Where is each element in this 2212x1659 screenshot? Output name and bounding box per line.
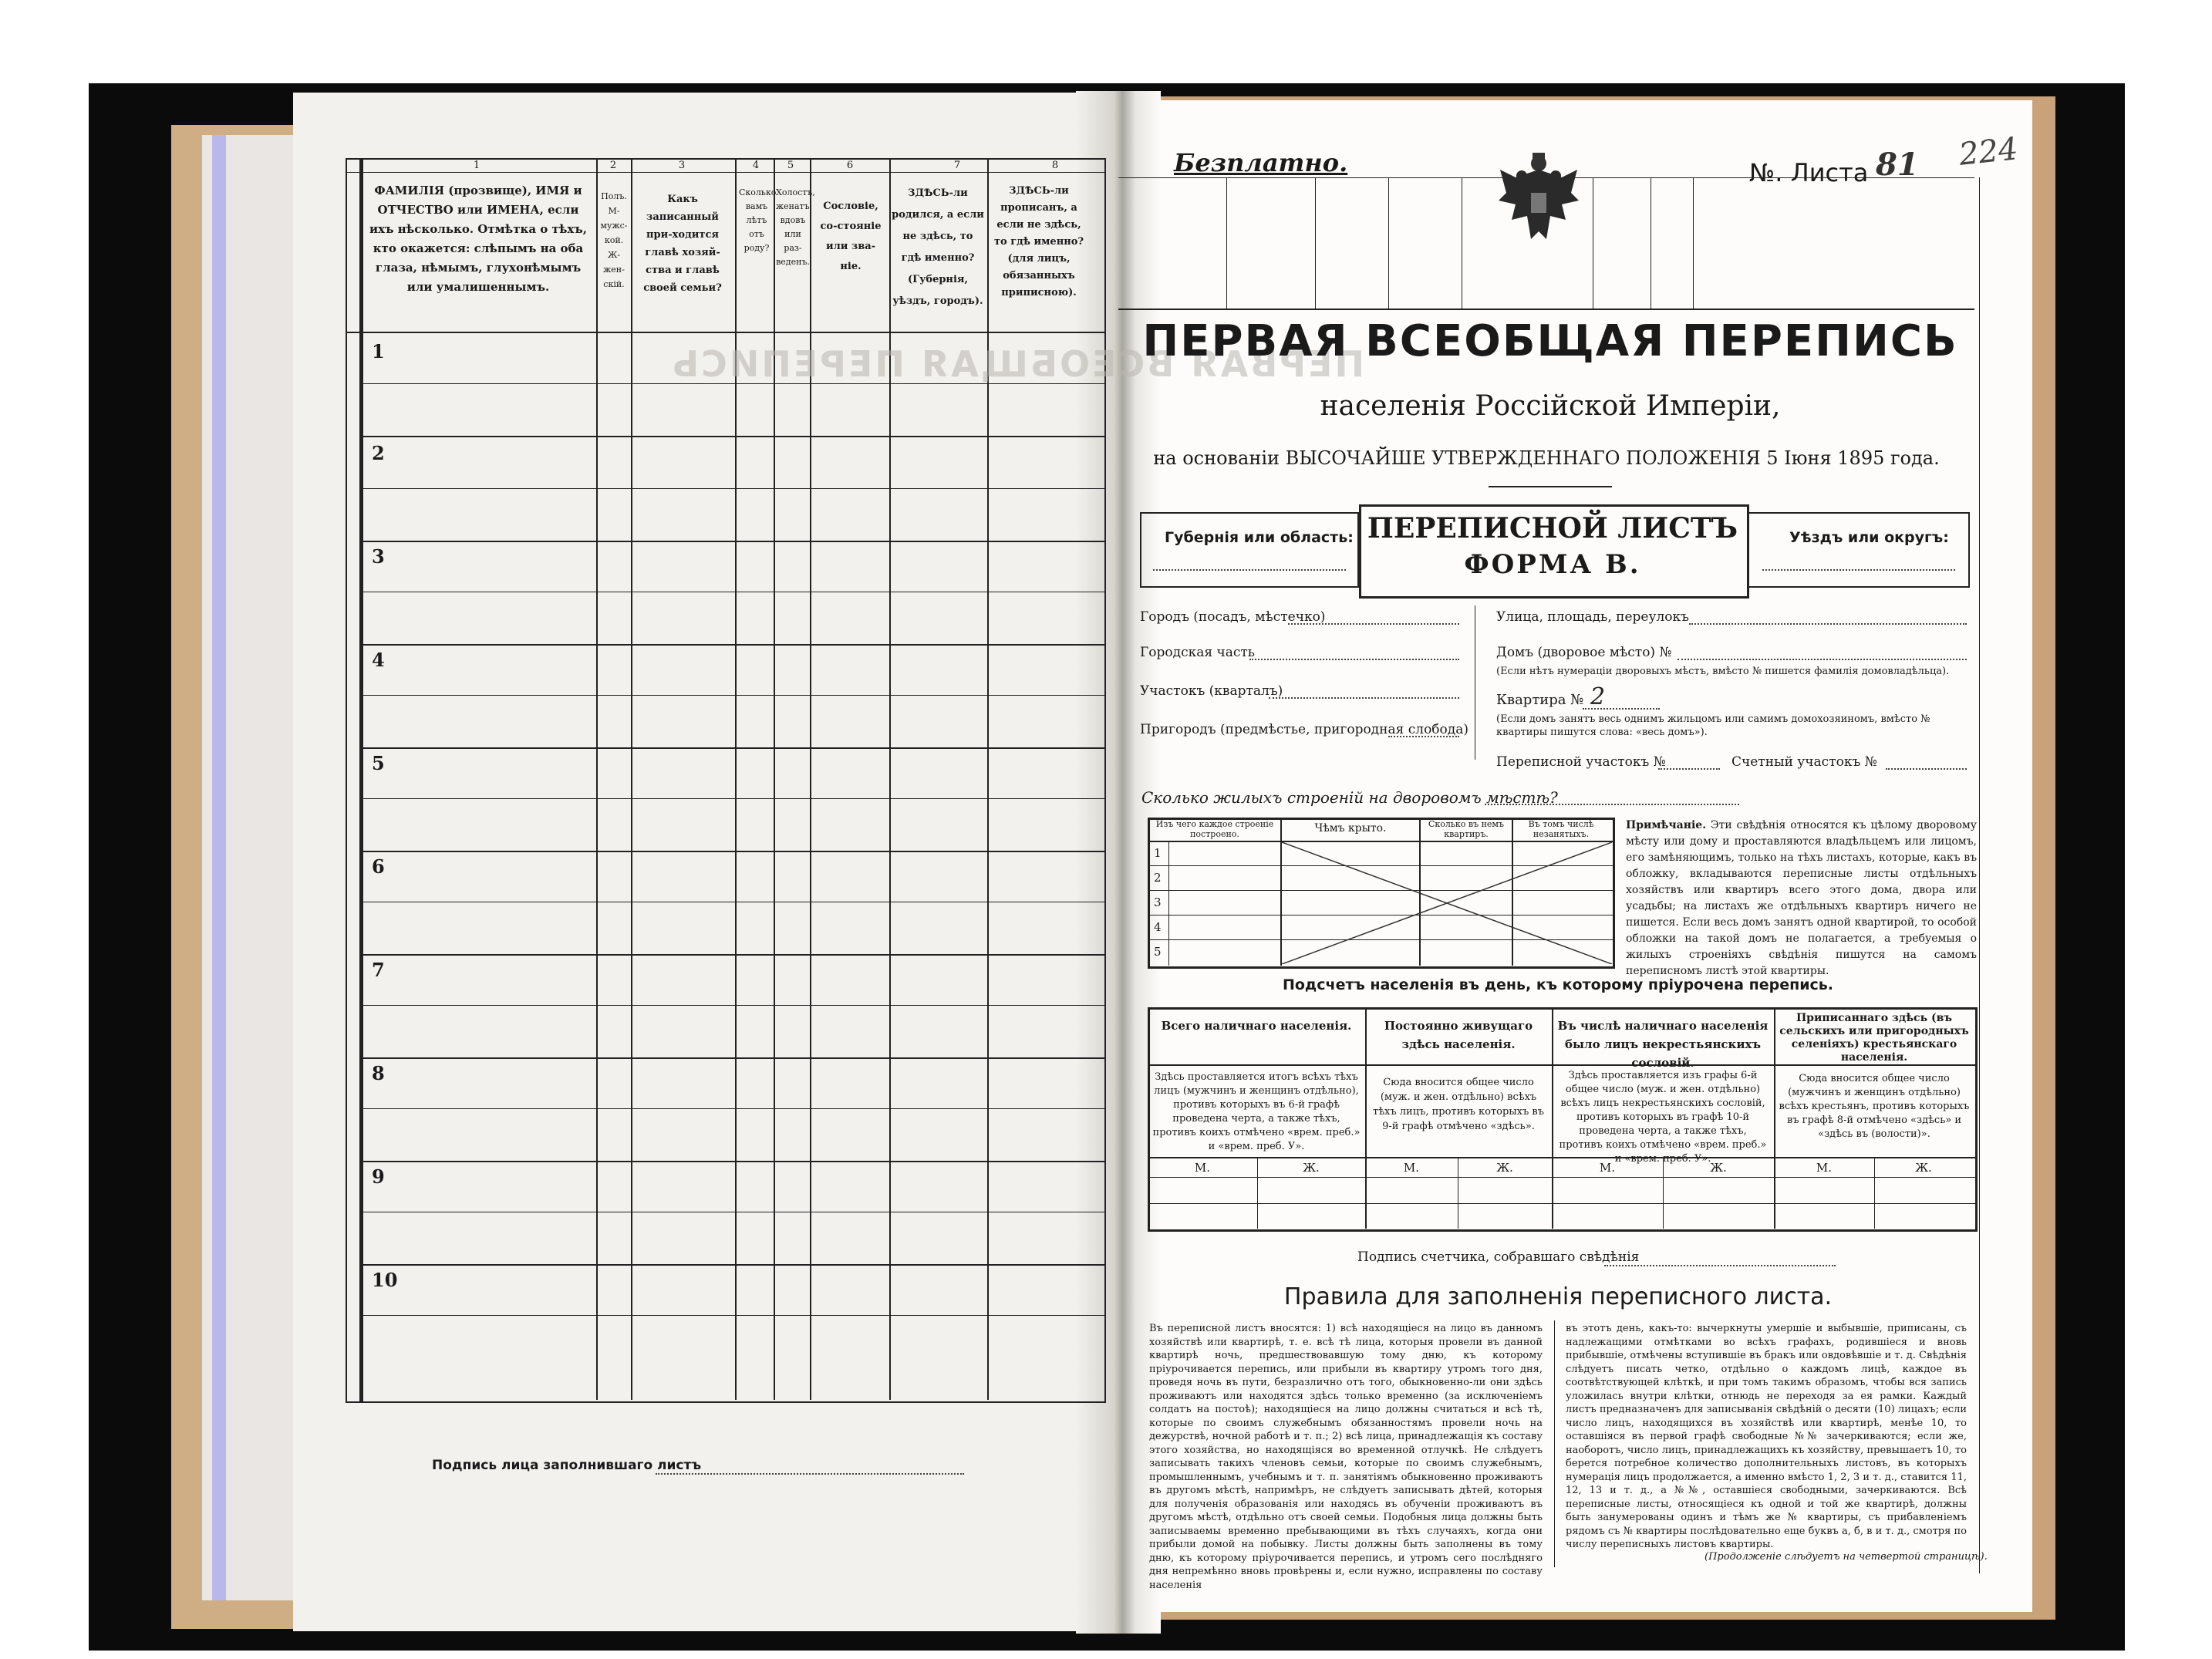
count-note-peasant: Сюда вносится общее число (мужчинъ и женщинъ отдѣльно) всѣхъ крестьянъ, противъ которыхъ въ графѣ 8-й отмѣчено «здѣсь» и «здѣсь въ (волости)». — [1779, 1073, 1970, 1140]
buildings-question: Сколько жилыхъ строеній на дворовомъ мѣстѣ? — [1141, 788, 1558, 807]
count-m-label: М. — [1194, 1161, 1211, 1175]
top-strip-rule-v — [1388, 177, 1389, 309]
gubernia-box — [1140, 512, 1359, 588]
city-field-line — [1288, 623, 1459, 625]
row-rule — [359, 541, 1104, 542]
buildings-table-cross-out — [1282, 842, 1612, 964]
house-field-note: (Если нѣтъ нумераціи дворовыхъ мѣстъ, вмѣсто № пишется фамилія домовладѣльца). — [1496, 666, 1950, 677]
city-part-field-label: Городская часть — [1140, 645, 1256, 660]
right-page-frame-rule — [1979, 177, 1980, 1573]
sheet-number-value: 81 — [1876, 147, 1919, 183]
row-rule — [359, 436, 1104, 437]
district-field-label: Участокъ (кварталъ) — [1140, 683, 1283, 699]
apartment-field-label: Квартира № — [1496, 692, 1584, 708]
rules-title: Правила для заполненія переписного листа. — [1283, 1283, 1833, 1310]
buildings-header-vacant: Въ томъ числѣ незанятыхъ. — [1528, 819, 1594, 839]
counter-signature-line — [1604, 1265, 1836, 1266]
counter-signature-label: Подпись счетчика, собравшаго свѣдѣнія — [1357, 1249, 1640, 1265]
column-number-rule — [346, 172, 1104, 173]
count-table-mf-bottom-rule — [1148, 1177, 1976, 1178]
house-field-label: Домъ (дворовое мѣсто) № — [1496, 645, 1672, 660]
count-table-col-rule — [1774, 1007, 1775, 1229]
suburb-field-line — [1388, 736, 1459, 737]
col-number-4: 4 — [752, 160, 760, 171]
uezd-line — [1762, 569, 1955, 571]
row-sub-rule — [359, 1315, 1104, 1316]
header-bottom-rule — [346, 332, 1104, 333]
col-number-1: 1 — [473, 160, 481, 171]
uezd-label: Уѣздъ или округъ: — [1789, 529, 1949, 546]
count-f-label: Ж. — [1710, 1161, 1727, 1175]
count-note-permanent: Сюда вносится общее число (муж. и жен. отдѣльно) всѣхъ тѣхъ лицъ, противъ которыхъ въ 9-й графѣ отмѣчено «здѣсь». — [1373, 1077, 1544, 1132]
rules-divider — [1554, 1320, 1555, 1567]
decree-underline — [1489, 486, 1612, 487]
sheet-title: ПЕРЕПИСНОЙ ЛИСТЪ — [1367, 512, 1738, 545]
district-field-line — [1269, 697, 1459, 699]
count-header-peasant: Приписаннаго здѣсь (въ сельскихъ или пригородныхъ селеніяхъ) крестьянскаго населенія. — [1779, 1012, 1969, 1064]
left-signature-line — [656, 1473, 964, 1475]
col-number-5: 5 — [787, 160, 794, 171]
row-number-3: 3 — [372, 545, 385, 568]
count-header-non-peasant: Въ числѣ наличнаго населенія было лицъ некрестьянскихъ сословій. — [1557, 1019, 1769, 1070]
col5-header: Холостъ, женатъ, вдовъ или раз-веденъ. — [776, 187, 815, 267]
count-note-non-peasant: Здѣсь проставляется изъ графы 6-й общее число (муж. и жен. отдѣльно) всѣхъ лицъ некрестьянскихъ сословій, противъ которыхъ въ графѣ 10-й проведена черта, а также тѣхъ, противъ коихъ отмѣчено «врем. преб.» и «врем. преб. У». — [1559, 1070, 1767, 1165]
row-number-5: 5 — [372, 752, 385, 774]
buildings-note — [1626, 818, 1977, 980]
row-number-10: 10 — [372, 1269, 398, 1291]
count-table-mf-divider — [1257, 1157, 1258, 1229]
row-rule — [359, 954, 1104, 956]
count-table-mf-divider — [1874, 1157, 1875, 1229]
buildings-question-line — [1485, 804, 1739, 805]
col6-header: Сословіе, со-стояніе или зва-ніе. — [820, 201, 882, 272]
apartment-field-note: (Если домъ занятъ весь однимъ жильцомъ или самимъ домохозяиномъ, вмѣсто № квартиры пишутся слова: «весь домъ»). — [1496, 713, 1930, 738]
buildings-header-roof: Чѣмъ крыто. — [1314, 822, 1387, 835]
row-rule — [359, 1264, 1104, 1266]
count-district-label: Счетный участокъ № — [1731, 754, 1877, 770]
city-field-label: Городъ (посадъ, мѣстечко) — [1140, 609, 1326, 625]
row-number-7: 7 — [372, 959, 385, 981]
uezd-box — [1748, 512, 1970, 588]
count-table-value-rule — [1148, 1203, 1976, 1204]
note-text: Эти свѣдѣнія относятся къ цѣлому дворовому мѣсту или дому и проставляются владѣльцемъ или лицомъ, его замѣняющимъ, только на тѣхъ листахъ, которые, какъ въ обложку, вкладываются переписные листы отдѣльныхъ хозяйствъ или квартиръ всего этого дома, двора или усадьбы; на листахъ же отдѣльныхъ квартиръ ничего не пишется. Если весь домъ занятъ одной квартирой, то особой обложки на такой домъ не полагается, а требуемыя о жилыхъ строеніяхъ свѣдѣнія пишутся на самомъ переписномъ листѣ этой квартиры. — [1626, 819, 1977, 977]
apartment-field-line — [1583, 708, 1660, 710]
count-m-label: М. — [1816, 1161, 1833, 1175]
col2-header: Полъ. М-мужс-кой. Ж-жен-скій. — [600, 191, 628, 289]
row-number-4: 4 — [372, 649, 385, 671]
rules-continued: (Продолженіе слѣдуетъ на четвертой страницѣ). — [1705, 1551, 1988, 1563]
row-rule — [359, 1161, 1104, 1162]
city-part-field-line — [1249, 659, 1459, 660]
gubernia-label: Губернія или область: — [1165, 529, 1354, 546]
row-number-2: 2 — [372, 442, 385, 464]
buildings-row-number: 5 — [1154, 945, 1162, 959]
form-label: ФОРМА В. — [1464, 549, 1641, 580]
top-strip-bottom-rule — [1118, 309, 1974, 310]
count-f-label: Ж. — [1303, 1161, 1320, 1175]
rules-column-1: Въ переписной листъ вносятся: 1) всѣ находящіеся на лицо въ данномъ хозяйствѣ или квартирѣ, т. е. всѣ тѣ лица, которыя провели въ данной квартирѣ ночь, предшествовавшую тому дню, къ которому пріурочивается перепись, или прибыли въ квартиру утромъ того дня, проведя ночь въ пути, безразлично отъ того, обыкновенно-ли они здѣсь проживаютъ или находятся здѣсь только временно (за исключеніемъ солдатъ на постоѣ); находящіеся на лицо должны считаться и всѣ тѣ, которые по своимъ служебнымъ обязанностямъ провели ночь на дежурствѣ, ночной работѣ и т. п.; 2) всѣ лица, принадлежащія къ составу этого хозяйства, но находящіяся во временной отлучкѣ. Не слѣдуетъ записывать такихъ членовъ семьи, которые по своимъ служебнымъ, промышленнымъ, учебнымъ и т. п. занятіямъ обыкновенно проживаютъ въ другомъ мѣстѣ, напримѣръ, не слѣдуетъ записывать дѣтей, которыя для полученія образованія или находясь въ обученіи проживаютъ въ другомъ мѣстѣ, отдѣльно отъ своей семьи. Подобныя лица должны быть записываемы временно пребывающими въ тѣхъ случаяхъ, когда они прибыли домой на побывку. Листы должны быть заполнены въ тому дню, къ которому пріурочивается перепись, и утромъ сего послѣдняго дня непремѣнно вновь провѣрены и, если нужно, исправлены по составу населенія — [1149, 1323, 1543, 1591]
row-sub-rule — [359, 1108, 1104, 1109]
col8-header: ЗДѢСЬ-ли прописанъ, а если не здѣсь, то гдѣ именно? (для лицъ, обязанныхъ приписною). — [993, 185, 1084, 298]
row-number-1: 1 — [372, 340, 385, 362]
row-sub-rule — [359, 798, 1104, 799]
apartment-field-value: 2 — [1590, 683, 1606, 710]
buildings-row-number: 1 — [1154, 846, 1162, 860]
col-number-8: 8 — [1051, 160, 1059, 171]
archive-number: 224 — [1957, 131, 2020, 173]
row-sub-rule — [359, 1005, 1104, 1006]
count-f-label: Ж. — [1915, 1161, 1932, 1175]
col-number-7: 7 — [953, 160, 961, 171]
top-strip-rule-v — [1693, 177, 1694, 309]
left-signature-label: Подпись лица заполнившаго листъ — [432, 1458, 702, 1473]
row-rule — [359, 644, 1104, 646]
gubernia-line — [1153, 569, 1346, 571]
count-header-total: Всего наличнаго населенія. — [1161, 1019, 1352, 1033]
top-strip-rule-v — [1315, 177, 1316, 309]
row-number-6: 6 — [372, 855, 385, 878]
row-sub-rule — [359, 695, 1104, 696]
count-table-mf-divider — [1663, 1157, 1664, 1229]
buildings-table-col-rule — [1168, 841, 1169, 966]
col-number-6: 6 — [846, 160, 854, 171]
street-field-label: Улица, площадь, переулокъ — [1496, 609, 1689, 625]
sheet-number-label: №. Листа — [1749, 158, 1869, 187]
count-f-label: Ж. — [1496, 1161, 1513, 1175]
col-rule-2 — [631, 158, 632, 1400]
decree-line: на основаніи ВЫСОЧАЙШЕ УТВЕРЖДЕННАГО ПОЛОЖЕНІЯ 5 Іюня 1895 года. — [1153, 447, 1940, 469]
top-strip-rule-v — [1226, 177, 1227, 309]
row-sub-rule — [359, 488, 1104, 489]
count-district-line — [1886, 768, 1967, 770]
census-district-line — [1658, 768, 1720, 770]
buildings-header-apartments: Сколько въ немъ квартиръ. — [1428, 819, 1504, 839]
buildings-row-number: 2 — [1154, 871, 1162, 885]
row-rule — [359, 1057, 1104, 1059]
col-number-2: 2 — [609, 160, 617, 171]
row-rule — [359, 747, 1104, 749]
col-rule-1 — [596, 158, 598, 1400]
col-number-3: 3 — [678, 160, 686, 171]
count-m-label: М. — [1403, 1161, 1420, 1175]
rules-column-2: въ этотъ день, какъ-то: вычеркнуты умершіе и выбывшіе, приписаны, съ надлежащими отмѣтками во всѣхъ графахъ, родившіеся и вновь прибывшіе, отмѣчены вступившіе въ бракъ или овдовѣвшіе и т. д. Свѣдѣнія слѣдуетъ писать четко, отдѣльно о каждомъ лицѣ, каждое въ соотвѣтствующей клѣткѣ, и при томъ такимъ образомъ, чтобы вся запись уложилась внутри клѣтки, отнюдь не переходя за ея рамки. Каждый листъ предназначенъ для записыванія свѣдѣній о десяти (10) лицахъ; если число лицъ, находящихся въ хозяйствѣ или квартирѣ, менѣе 10, то оставшіяся въ первой графѣ свободные №№ зачеркиваются; если же, наоборотъ, число лицъ, принадлежащихъ къ хозяйству, превышаетъ 10, то берется потребное количество дополнительныхъ листовъ, въ которыхъ нумерація лицъ продолжается, а именно вмѣсто 1, 2, 3 и т. д., ставится 11, 12, 13 и т. д., а №№, оставшіеся свободными, зачеркиваются. Всѣ переписные листы, относящіеся къ одной и той же квартирѣ, должны быть занумерованы одинъ и тѣмъ же № квартиры, съ прибавленіемъ рядомъ съ № квартиры послѣдовательно еще буквъ а, б, в и т. д., смотря по числу переписныхъ листовъ квартиры. — [1566, 1323, 1967, 1550]
imperial-eagle-icon — [1492, 147, 1585, 255]
buildings-row-number: 4 — [1154, 920, 1162, 934]
bleed-through-title: ПЕРВАЯ ВСЕОБЩАЯ ПЕРЕПИСЬ — [669, 343, 1365, 385]
count-title: Подсчетъ населенія въ день, къ которому пріурочена перепись. — [1282, 976, 1834, 993]
table-thick-left-rule — [359, 158, 363, 1401]
row-number-8: 8 — [372, 1062, 385, 1084]
census-district-label: Переписной участокъ № — [1496, 754, 1666, 770]
free-label: Безплатно. — [1174, 148, 1348, 177]
main-title: ПЕРВАЯ ВСЕОБЩАЯ ПЕРЕПИСЬ — [1142, 316, 1958, 366]
note-title: Примѣчаніе. — [1626, 819, 1707, 831]
row-rule — [359, 851, 1104, 852]
subtitle: населенія Россійской Имперіи, — [1320, 390, 1781, 422]
street-field-line — [1689, 623, 1967, 625]
buildings-row-number: 3 — [1154, 895, 1162, 909]
col1-header: ФАМИЛІЯ (прозвище), ИМЯ и ОТЧЕСТВО или ИМЕНА, если ихъ нѣсколько. Отмѣтка о тѣхъ, кто окажется: слѣпымъ на оба глаза, нѣмымъ, глухонѣмымъ или умалишеннымъ. — [369, 184, 588, 294]
count-m-label: М. — [1599, 1161, 1616, 1175]
count-header-permanent: Постоянно живущаго здѣсь населенія. — [1384, 1019, 1533, 1051]
house-field-line — [1678, 659, 1967, 660]
buildings-header-material: Изъ чего каждое строеніе построено. — [1155, 819, 1274, 839]
count-table-col-rule — [1365, 1007, 1367, 1229]
col3-header: Какъ записанный при-ходится главѣ хозяй-ства и главѣ своей семьи? — [643, 194, 722, 294]
count-note-total: Здѣсь проставляется итогъ всѣхъ тѣхъ лицъ (мужчинъ и женщинъ отдѣльно), противъ которыхъ въ 6-й графѣ проведена черта, а также тѣхъ, противъ коихъ отмѣчено «врем. преб.» и «врем. преб. У». — [1152, 1071, 1361, 1152]
row-number-9: 9 — [372, 1165, 385, 1188]
col7-header: ЗДѢСЬ-ли родился, а если не здѣсь, то гдѣ именно? (Губернія, уѣздъ, городъ). — [892, 187, 984, 307]
col4-header: Сколько вамъ лѣтъ отъ роду? — [739, 187, 777, 253]
count-table-col-rule — [1552, 1007, 1553, 1229]
suburb-field-label: Пригородъ (предмѣстье, пригородная слобода) — [1140, 722, 1469, 737]
page-stack-tab — [212, 135, 226, 1600]
